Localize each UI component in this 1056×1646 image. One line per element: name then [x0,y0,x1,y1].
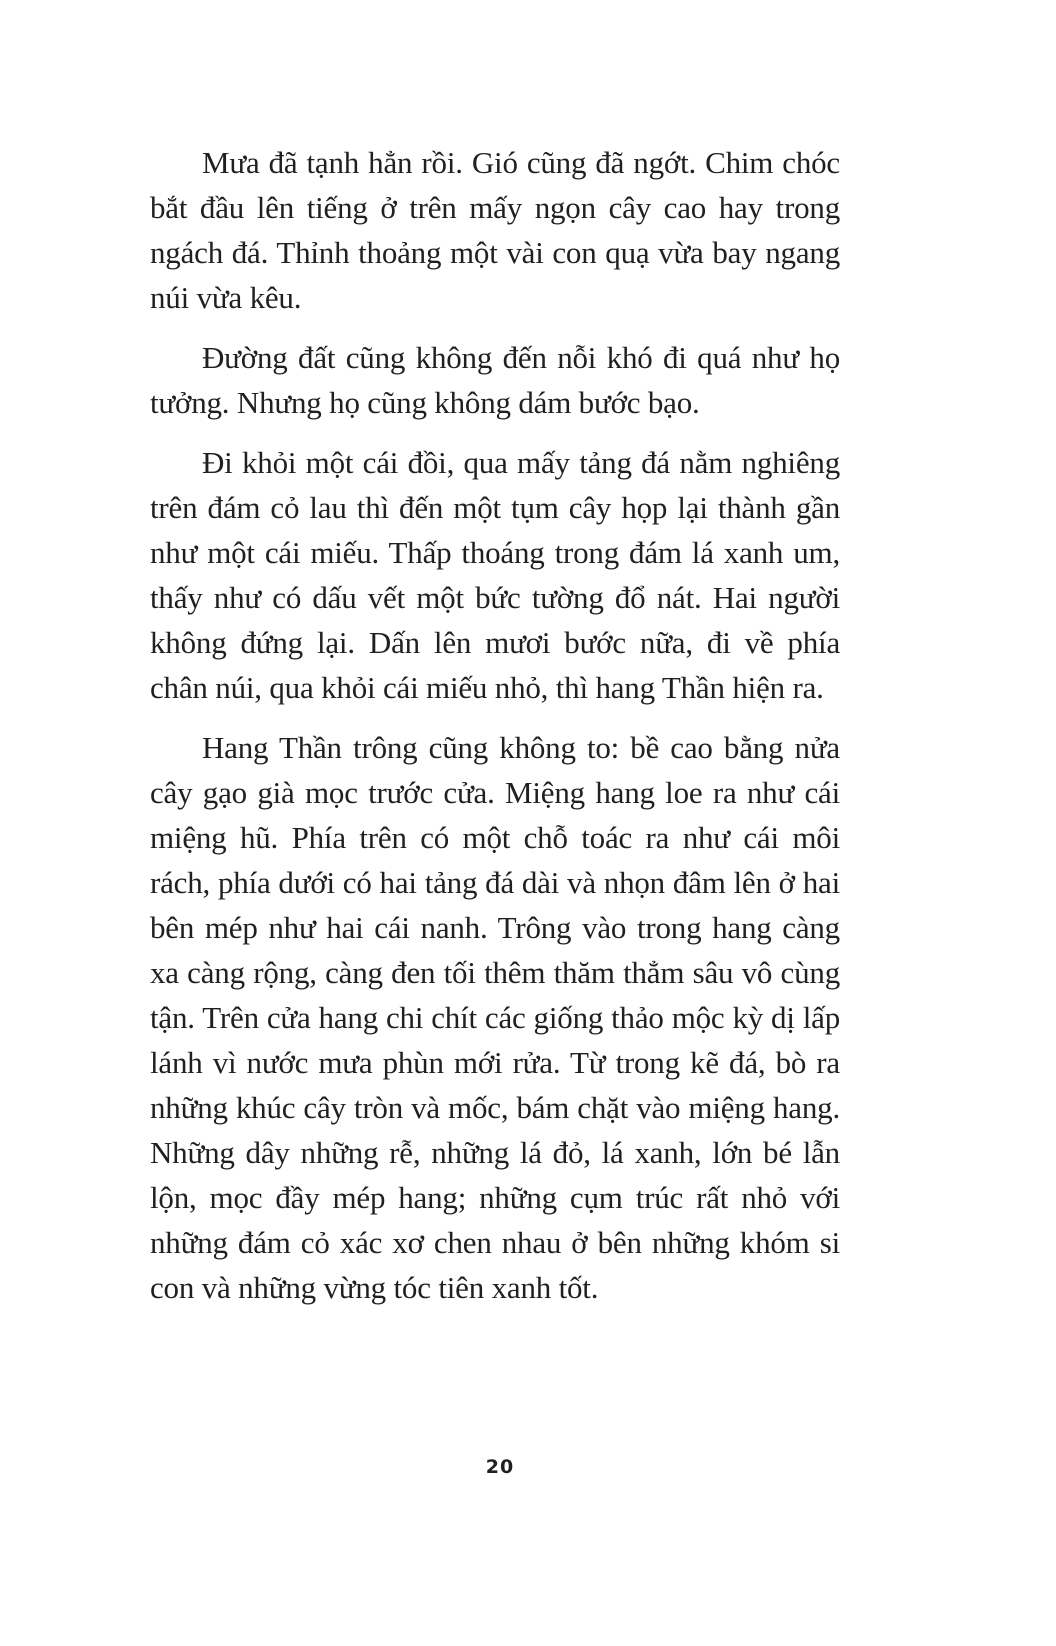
page-number: 20 [485,1456,515,1478]
paragraph: Hang Thần trông cũng không to: bề cao bằng nửa cây gạo già mọc trước cửa. Miệng hang loe ra như cái miệng hũ. Phía trên có một chỗ toác ra như cái môi rách, phía dưới có hai tảng đá dài và nhọn đâm lên ở hai bên mép như hai cái nanh. Trông vào trong hang càng xa càng rộng, càng đen tối thêm thăm thẳm sâu vô cùng tận. Trên cửa hang chi chít các giống thảo mộc kỳ dị lấp lánh vì nước mưa phùn mới rửa. Từ trong kẽ đá, bò ra những khúc cây tròn và mốc, bám chặt vào miệng hang. Những dây những rễ, những lá đỏ, lá xanh, lớn bé lẫn lộn, mọc đầy mép hang; những cụm trúc rất nhỏ với những đám cỏ xác xơ chen nhau ở bên những khóm si con và những vừng tóc tiên xanh tốt. [150,730,840,1305]
paragraph: Đi khỏi một cái đồi, qua mấy tảng đá nằm nghiêng trên đám cỏ lau thì đến một tụm cây họp lại thành gần như một cái miếu. Thấp thoáng trong đám lá xanh um, thấy như có dấu vết một bức tường đổ nát. Hai người không đứng lại. Dấn lên mươi bước nữa, đi về phía chân núi, qua khỏi cái miếu nhỏ, thì hang Thần hiện ra. [150,445,840,705]
page-body [150,140,840,1325]
paragraph: Mưa đã tạnh hẳn rồi. Gió cũng đã ngớt. Chim chóc bắt đầu lên tiếng ở trên mấy ngọn cây cao hay trong ngách đá. Thỉnh thoảng một vài con quạ vừa bay ngang núi vừa kêu. [150,145,840,315]
paragraph: Đường đất cũng không đến nỗi khó đi quá như họ tưởng. Nhưng họ cũng không dám bước bạo. [150,340,840,420]
